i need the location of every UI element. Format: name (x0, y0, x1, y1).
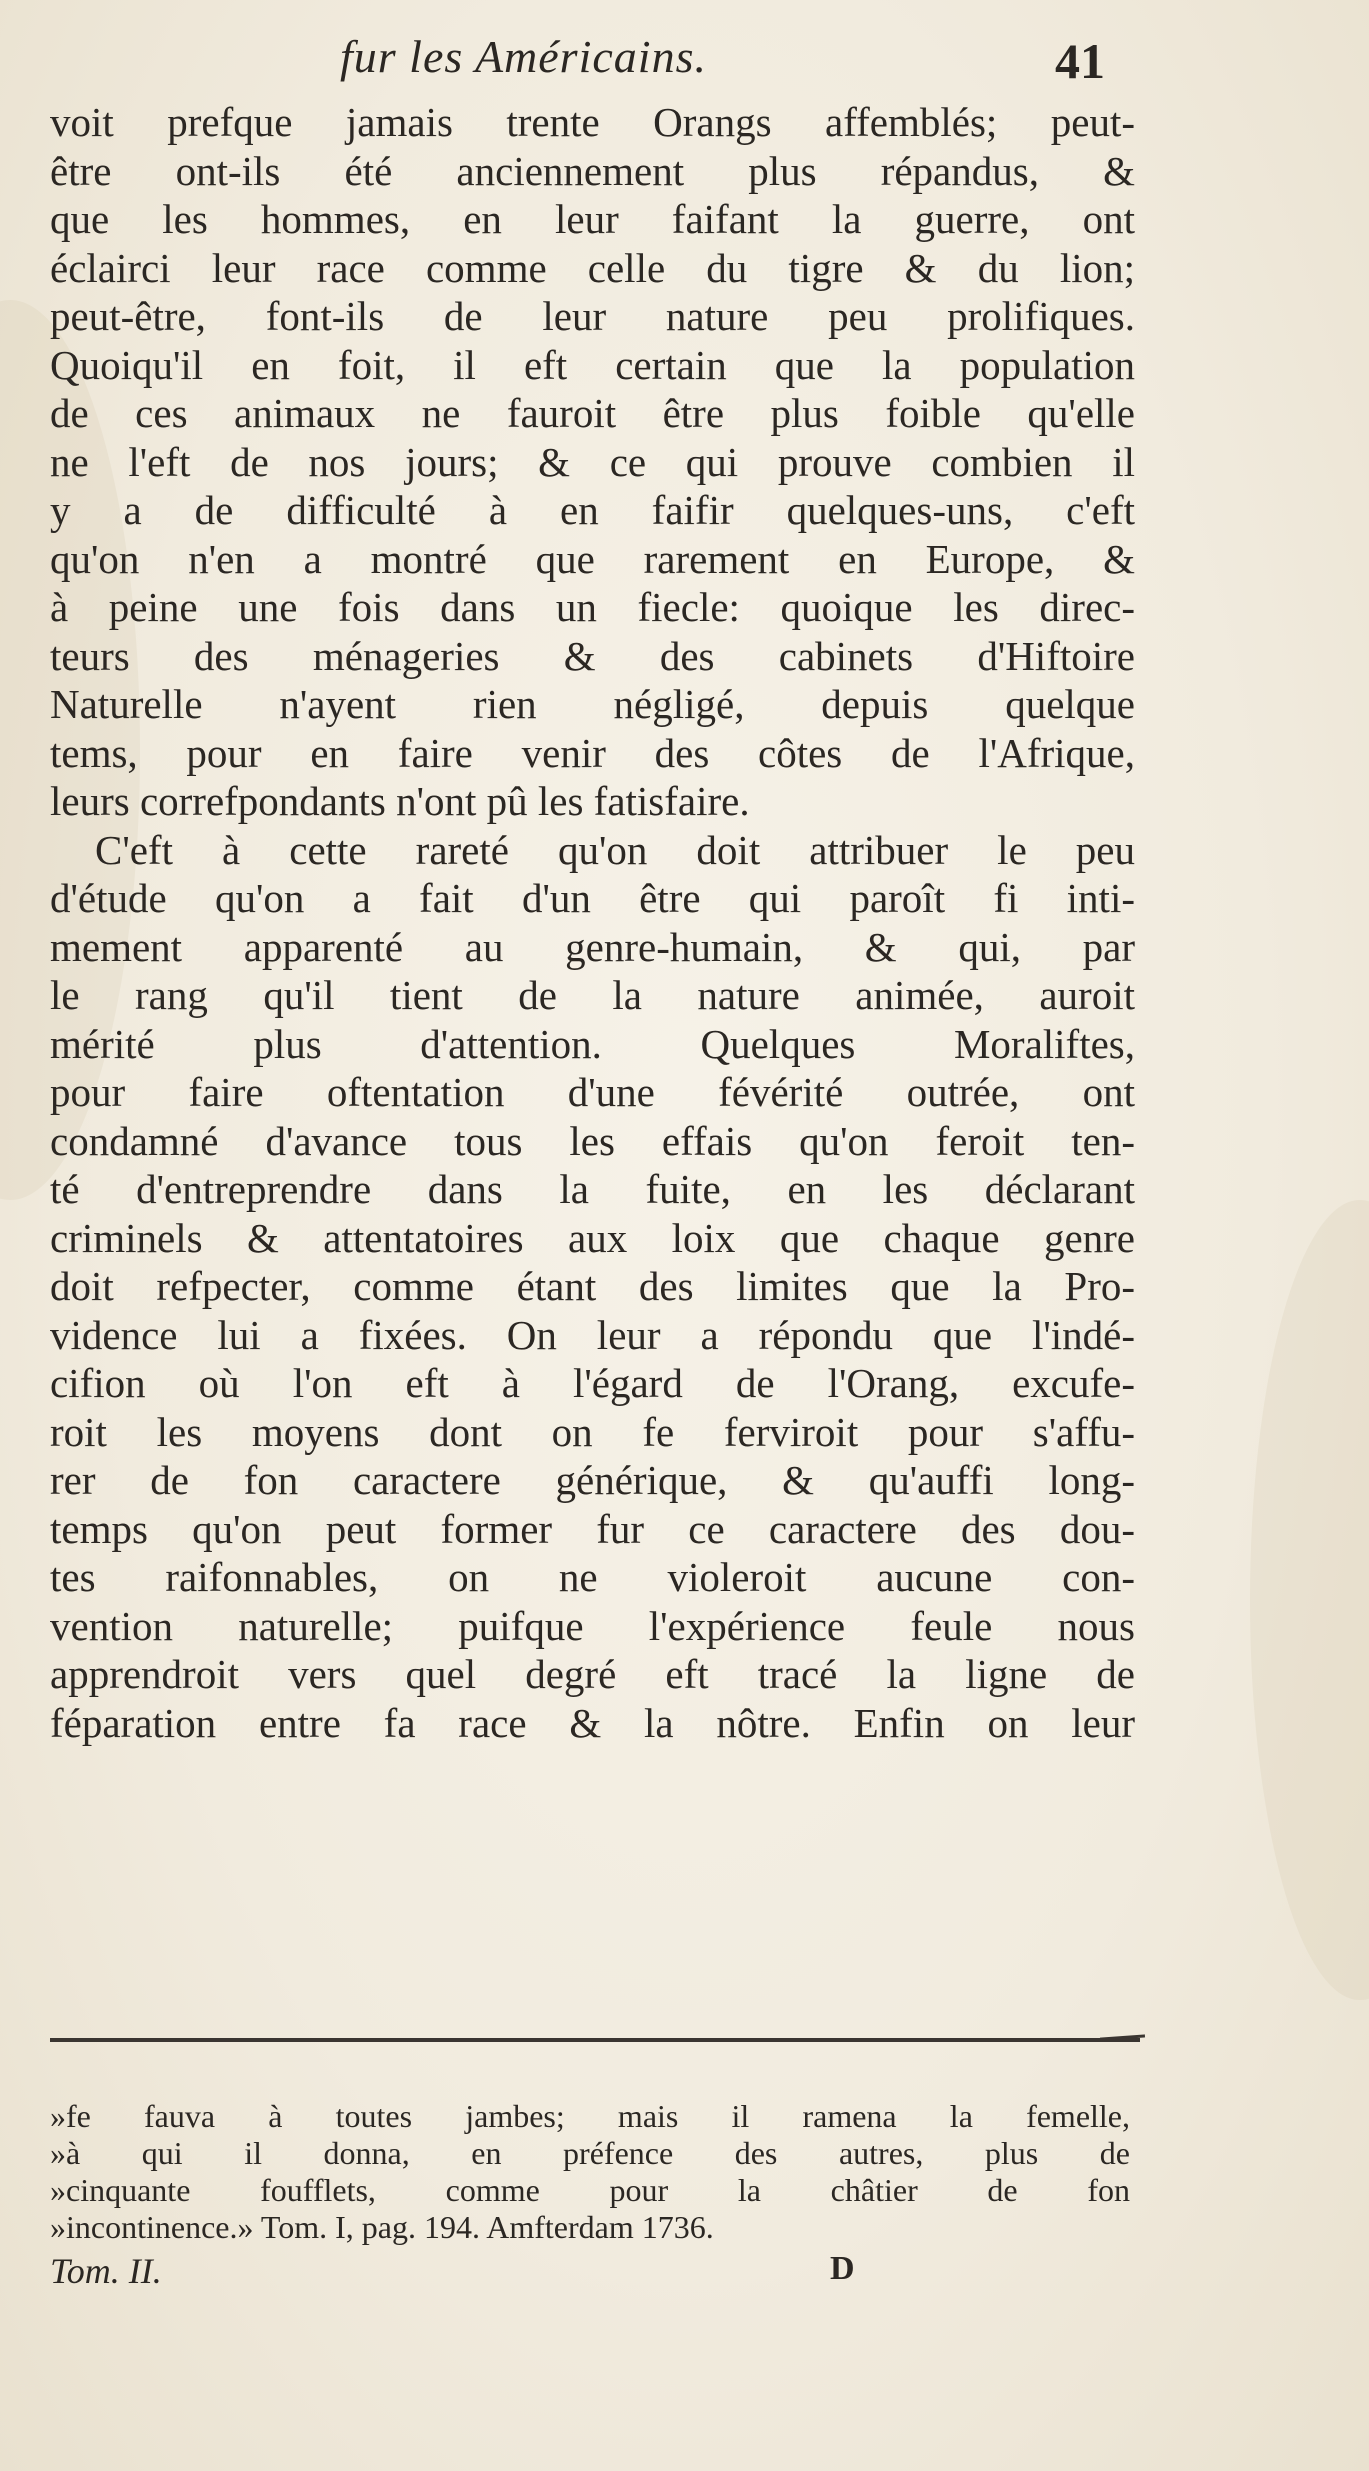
text-line: Quoiqu'il en foit, il eft certain que la population (50, 341, 1135, 388)
text-line: qu'on n'en a montré que rarement en Europe, & (50, 535, 1135, 582)
text-line: ne l'eft de nos jours; & ce qui prouve combien il (50, 438, 1135, 485)
catchword: D (830, 2250, 855, 2287)
footnote-line: »à qui il donna, en préfence des autres, plus de (50, 2135, 1130, 2171)
text-line: té d'entreprendre dans la fuite, en les déclarant (50, 1166, 1135, 1212)
text-line: Naturelle n'ayent rien négligé, depuis quelque (50, 681, 1135, 727)
text-line: éclairci leur race comme celle du tigre & du lion; (50, 244, 1135, 291)
page-header (0, 20, 1369, 100)
signature-mark: Tom. II. (50, 2251, 162, 2291)
footnote-line: »cinquante foufflets, comme pour la châtier de fon (50, 2172, 1130, 2208)
text-line: d'étude qu'on a fait d'un être qui paroît fi inti- (50, 875, 1135, 921)
body-text (50, 98, 1135, 1747)
footnote (50, 2098, 1130, 2246)
text-line: cifion où l'on eft à l'égard de l'Orang, excufe- (50, 1360, 1135, 1406)
text-line: féparation entre fa race & la nôtre. Enfin on leur (50, 1699, 1135, 1746)
text-line: pour faire oftentation d'une févérité outrée, ont (50, 1069, 1135, 1115)
text-line: roit les moyens dont on fe ferviroit pour s'affu- (50, 1408, 1135, 1455)
text-line: doit refpecter, comme étant des limites que la Pro- (50, 1263, 1135, 1309)
text-line: condamné d'avance tous les effais qu'on feroit ten- (50, 1117, 1135, 1164)
text-line: apprendroit vers quel degré eft tracé la ligne de (50, 1651, 1135, 1697)
text-line: tes raifonnables, on ne violeroit aucune con- (50, 1554, 1135, 1600)
text-line: que les hommes, en leur faifant la guerre, ont (50, 196, 1135, 242)
text-line: vidence lui a fixées. On leur a répondu que l'indé- (50, 1311, 1135, 1358)
footnote-rule (50, 2038, 1140, 2042)
text-line: teurs des ménageries & des cabinets d'Hiftoire (50, 632, 1135, 679)
edge-stain (1250, 1200, 1369, 2000)
text-line: le rang qu'il tient de la nature animée, auroit (50, 972, 1135, 1018)
text-line: criminels & attentatoires aux loix que chaque genre (50, 1214, 1135, 1261)
text-line: rer de fon caractere générique, & qu'auffi long- (50, 1457, 1135, 1503)
text-line: mérité plus d'attention. Quelques Moraliftes, (50, 1020, 1135, 1067)
text-line: tems, pour en faire venir des côtes de l'Afrique, (50, 729, 1135, 776)
text-line: à peine une fois dans un fiecle: quoique les direc- (50, 584, 1135, 630)
text-line: y a de difficulté à en faifir quelques-uns, c'eft (50, 487, 1135, 533)
text-line: C'eft à cette rareté qu'on doit attribuer le peu (95, 826, 1135, 873)
text-line: voit prefque jamais trente Orangs affemblés; peut- (50, 99, 1135, 145)
running-head: fur les Américains. (340, 31, 707, 82)
text-line: être ont-ils été anciennement plus répandus, & (50, 147, 1135, 194)
text-line: peut-être, font-ils de leur nature peu prolifiques. (50, 293, 1135, 339)
text-line: vention naturelle; puifque l'expérience feule nous (50, 1602, 1135, 1649)
text-line: leurs correfpondants n'ont pû les fatisfaire. (50, 778, 750, 824)
text-line: mement apparenté au genre-humain, & qui, par (50, 923, 1135, 970)
text-line: de ces animaux ne fauroit être plus foible qu'elle (50, 390, 1135, 436)
text-line: temps qu'on peut former fur ce caractere des dou- (50, 1505, 1135, 1552)
footnote-line: »incontinence.» Tom. I, pag. 194. Amfterdam 1736. (50, 2209, 714, 2245)
page-number: 41 (1055, 33, 1105, 89)
footnote-line: »fe fauva à toutes jambes; mais il ramena la femelle, (50, 2098, 1130, 2134)
